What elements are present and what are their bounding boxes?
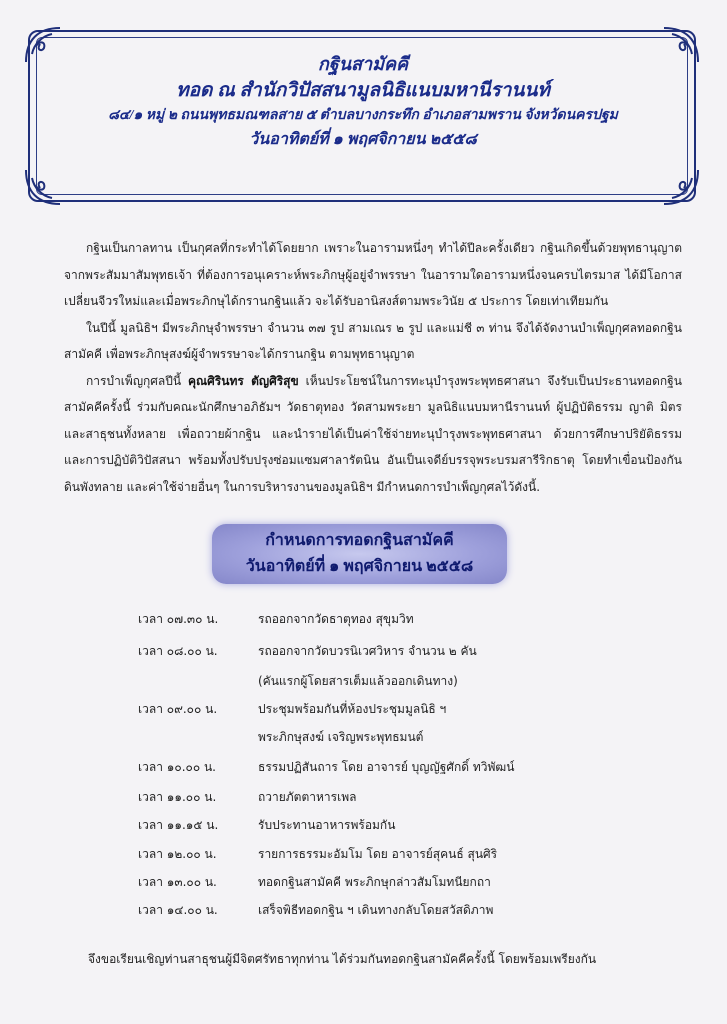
chairperson-name: คุณศิรินทร ตัญศิริสุข bbox=[188, 373, 299, 388]
schedule-activity: รถออกจากวัดบวรนิเวศวิหาร จำนวน ๒ คัน bbox=[258, 644, 477, 658]
schedule-time: เวลา ๐๙.๐๐ น. bbox=[138, 702, 218, 716]
schedule-time: เวลา ๑๒.๐๐ น. bbox=[138, 847, 217, 861]
ornament-corner-bottom-right-icon bbox=[660, 166, 702, 208]
schedule-time: เวลา ๑๓.๐๐ น. bbox=[138, 875, 217, 889]
schedule-row bbox=[138, 700, 658, 722]
paragraph-3-intro: การบำเพ็ญกุศลปีนี้ bbox=[86, 373, 189, 388]
paragraph-3-rest: เห็นประโยชน์ในการทะนุบำรุงพระพุทธศาสนา จึงรับเป็นประธานทอดกฐินสามัคคีครั้งนี้ ร่วมกับคณะนักศึกษาอภิธัมฯ วัดธาตุทอง วัดสามพระยา มูลนิธิแนบมหานีรานนท์ ผู้ปฏิบัติธรรม ญาติ มิตร และสาธุชนทั้งหลาย เพื่อถวายผ้ากฐิน และนำรายได้เป็นค่าใช้จ่ายทะนุบำรุงพระพุทธศาสนา ด้วยการศึกษาปริยัติธรรม และการปฏิบัติวิปัสสนา พร้อมทั้งปรับปรุงซ่อมแซมศาลารัตนิน อันเป็นเจดีย์บรรจุพระบรมสารีริกธาตุ โดยทำเขื่อนป้องกันดินพังทลาย และค่าใช้จ่ายอื่นๆ ในการบริหารงานของมูลนิธิฯ มีกำหนดการบำเพ็ญกุศลไว้ดังนี้. bbox=[64, 373, 682, 494]
schedule-activity: รายการธรรมะอัมโม โดย อาจารย์สุคนธ์ สุนศิริ bbox=[258, 847, 498, 861]
schedule-activity: ประชุมพร้อมกันที่ห้องประชุมมูลนิธิ ฯ bbox=[258, 702, 447, 716]
schedule-time: เวลา ๑๔.๐๐ น. bbox=[138, 903, 218, 917]
schedule-row bbox=[138, 845, 658, 867]
paragraph-3 bbox=[64, 368, 682, 501]
schedule-banner bbox=[212, 524, 507, 584]
header-block bbox=[40, 52, 686, 153]
schedule-activity: รถออกจากวัดธาตุทอง สุขุมวิท bbox=[258, 612, 414, 626]
body-text bbox=[64, 235, 682, 500]
paragraph-2: ในปีนี้ มูลนิธิฯ มีพระภิกษุจำพรรษา จำนวน ๓๗ รูป สามเณร ๒ รูป และแม่ชี ๓ ท่าน จึงได้จัดงานบำเพ็ญกุศลทอดกฐินสามัคคี เพื่อพระภิกษุสงฆ์ผู้จำพรรษาจะได้กรานกฐิน ตามพุทธานุญาต bbox=[64, 320, 682, 361]
banner-title: กำหนดการทอดกฐินสามัคคี bbox=[265, 532, 454, 549]
schedule-row bbox=[138, 816, 658, 838]
schedule-row bbox=[138, 610, 658, 632]
schedule-row bbox=[138, 758, 658, 780]
header-venue: ทอด ณ สำนักวิปัสสนามูลนิธิแนบมหานีรานนท์ bbox=[176, 80, 550, 101]
schedule-row bbox=[138, 642, 658, 664]
header-title: กฐินสามัคคี bbox=[317, 54, 409, 74]
paragraph-1: กฐินเป็นกาลทาน เป็นกุศลที่กระทำได้โดยยาก เพราะในอารามหนึ่งๆ ทำได้ปีละครั้งเดียว กฐินเกิดขึ้นด้วยพุทธานุญาตจากพระสัมมาสัมพุทธเจ้า ที่ต้องการอนุเคราะห์พระภิกษุผู้อยู่จำพรรษา ในอารามใดอารามหนึ่งจนครบไตรมาส ได้มีโอกาสเปลี่ยนจีวรใหม่และเมื่อพระภิกษุได้กรานกฐินแล้ว จะได้รับอานิสงส์ตามพระวินัย ๕ ประการ โดยเท่าเทียมกัน bbox=[64, 241, 682, 308]
banner-date: วันอาทิตย์ที่ ๑ พฤศจิกายน ๒๕๕๘ bbox=[245, 558, 474, 575]
schedule-activity: รับประทานอาหารพร้อมกัน bbox=[258, 818, 396, 832]
schedule-row bbox=[138, 873, 658, 895]
header-date: วันอาทิตย์ที่ ๑ พฤศจิกายน ๒๕๕๘ bbox=[249, 131, 477, 148]
header-address: ๘๔/๑ หมู่ ๒ ถนนพุทธมณฑลสาย ๕ ตำบลบางกระทึก อำเภอสามพราน จังหวัดนครปฐม bbox=[108, 108, 618, 123]
schedule-row bbox=[138, 901, 658, 923]
schedule-time: เวลา ๑๑.๑๕ น. bbox=[138, 818, 219, 832]
schedule-activity: พระภิกษุสงฆ์ เจริญพระพุทธมนต์ bbox=[258, 730, 424, 744]
schedule-time: เวลา ๐๗.๓๐ น. bbox=[138, 612, 219, 626]
ornament-corner-bottom-left-icon bbox=[22, 166, 64, 208]
schedule-time: เวลา ๐๘.๐๐ น. bbox=[138, 644, 218, 658]
schedule-row bbox=[138, 788, 658, 810]
schedule-time: เวลา ๑๐.๐๐ น. bbox=[138, 760, 216, 774]
schedule-row bbox=[138, 672, 658, 694]
schedule-activity: ธรรมปฏิสันถาร โดย อาจารย์ บุญญัฐศักดิ์ ทวิพัฒน์ bbox=[258, 760, 515, 774]
schedule-activity: เสร็จพิธีทอดกฐิน ฯ เดินทางกลับโดยสวัสดิภาพ bbox=[258, 903, 494, 917]
schedule-time: เวลา ๑๑.๐๐ น. bbox=[138, 790, 217, 804]
schedule-row bbox=[138, 728, 658, 750]
schedule-activity: ถวายภัตตาหารเพล bbox=[258, 790, 357, 804]
invitation-footer: จึงขอเรียนเชิญท่านสาธุชนผู้มีจิตศรัทธาทุกท่าน ได้ร่วมกันทอดกฐินสามัคคีครั้งนี้ โดยพร้อมเพรียงกัน bbox=[88, 952, 597, 966]
schedule-activity: (คันแรกผู้โดยสารเต็มแล้วออกเดินทาง) bbox=[258, 674, 458, 688]
schedule-activity: ทอดกฐินสามัคคี พระภิกษุกล่าวสัมโมทนียกถา bbox=[258, 875, 491, 889]
